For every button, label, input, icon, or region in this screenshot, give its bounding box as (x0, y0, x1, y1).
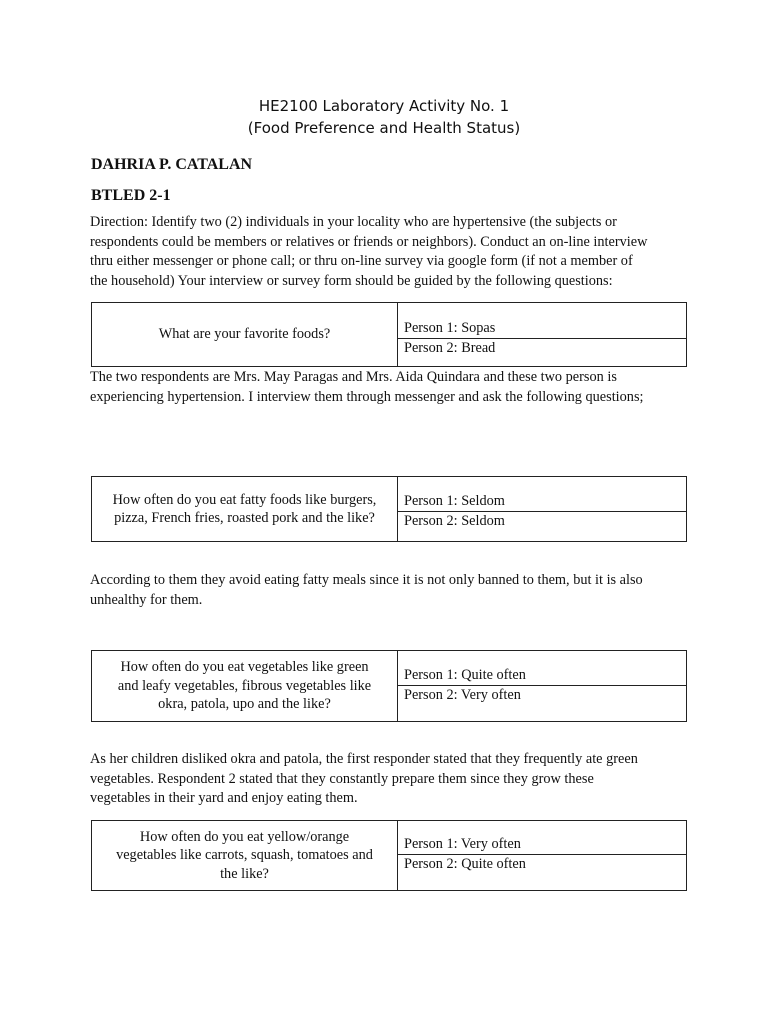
comment-line: According to them they avoid eating fatty meals since it is not only banned to them, but it is also (90, 572, 643, 588)
table-row (92, 651, 687, 686)
question-cell (92, 477, 398, 542)
question-table-yellow-orange-vegetables (91, 820, 687, 891)
answer-text: Person 2: Bread (404, 340, 496, 356)
question-text-line: vegetables like carrots, squash, tomatoes and (116, 847, 373, 864)
comment-paragraph-3 (90, 750, 690, 809)
answer-text: Person 2: Seldom (404, 513, 505, 529)
comment-line: vegetables. Respondent 2 stated that they constantly prepare them since they grow these (90, 770, 594, 787)
comment-line: experiencing hypertension. I interview them through messenger and ask the following questions; (90, 388, 644, 405)
comment-paragraph-1 (90, 368, 690, 407)
document-title: HE2100 Laboratory Activity No. 1 (258, 97, 510, 115)
answer-cell-person-2 (398, 855, 687, 891)
question-text-line: the like? (220, 865, 269, 882)
direction-paragraph (90, 213, 690, 291)
answer-cell-person-2 (398, 339, 687, 367)
answer-cell-person-1 (398, 303, 687, 339)
document-subtitle: (Food Preference and Health Status) (247, 119, 521, 137)
question-table-green-vegetables (91, 650, 687, 722)
answer-cell-person-2 (398, 512, 687, 542)
student-section: BTLED 2-1 (91, 187, 171, 204)
answer-cell-person-1 (398, 477, 687, 512)
comment-line: unhealthy for them. (90, 591, 203, 608)
table-row (92, 477, 687, 512)
question-cell (92, 651, 398, 722)
question-text-line: pizza, French fries, roasted pork and the like? (114, 510, 375, 526)
question-text-line: How often do you eat fatty foods like burgers, (112, 491, 377, 508)
answer-text: Person 1: Quite often (404, 667, 526, 683)
question-table-favorite-foods (91, 302, 687, 367)
table-row (92, 821, 687, 855)
question-text: What are your favorite foods? (158, 326, 331, 343)
question-text-line: okra, patola, upo and the like? (158, 696, 331, 713)
answer-cell-person-1 (398, 821, 687, 855)
answer-text: Person 1: Sopas (404, 320, 496, 336)
question-text-line: How often do you eat vegetables like green (120, 659, 369, 676)
comment-paragraph-2 (90, 571, 690, 610)
answer-cell-person-2 (398, 686, 687, 722)
answer-cell-person-1 (398, 651, 687, 686)
answer-text: Person 2: Quite often (404, 856, 526, 872)
answer-text: Person 2: Very often (404, 687, 521, 703)
answer-text: Person 1: Very often (404, 836, 521, 852)
question-text-line: How often do you eat yellow/orange (139, 828, 350, 845)
direction-line: the household) Your interview or survey form should be guided by the following questions: (90, 272, 613, 289)
question-table-fatty-foods (91, 476, 687, 542)
comment-line: vegetables in their yard and enjoy eating them. (90, 790, 358, 807)
comment-line: The two respondents are Mrs. May Paragas and Mrs. Aida Quindara and these two person is (90, 369, 617, 385)
question-text-line: and leafy vegetables, fibrous vegetables like (117, 677, 372, 694)
student-name: DAHRIA P. CATALAN (91, 156, 253, 173)
answer-text: Person 1: Seldom (404, 493, 505, 509)
direction-line: thru either messenger or phone call; or thru on-line survey via google form (if not a member of (90, 253, 633, 270)
question-cell (92, 821, 398, 891)
direction-line: Direction: Identify two (2) individuals in your locality who are hypertensive (the subjects or (90, 214, 617, 230)
question-cell (92, 303, 398, 367)
comment-line: As her children disliked okra and patola, the first responder stated that they frequently ate green (90, 751, 638, 767)
direction-line: respondents could be members or relatives or friends or neighbors). Conduct an on-line interview (90, 233, 648, 250)
table-row (92, 303, 687, 339)
